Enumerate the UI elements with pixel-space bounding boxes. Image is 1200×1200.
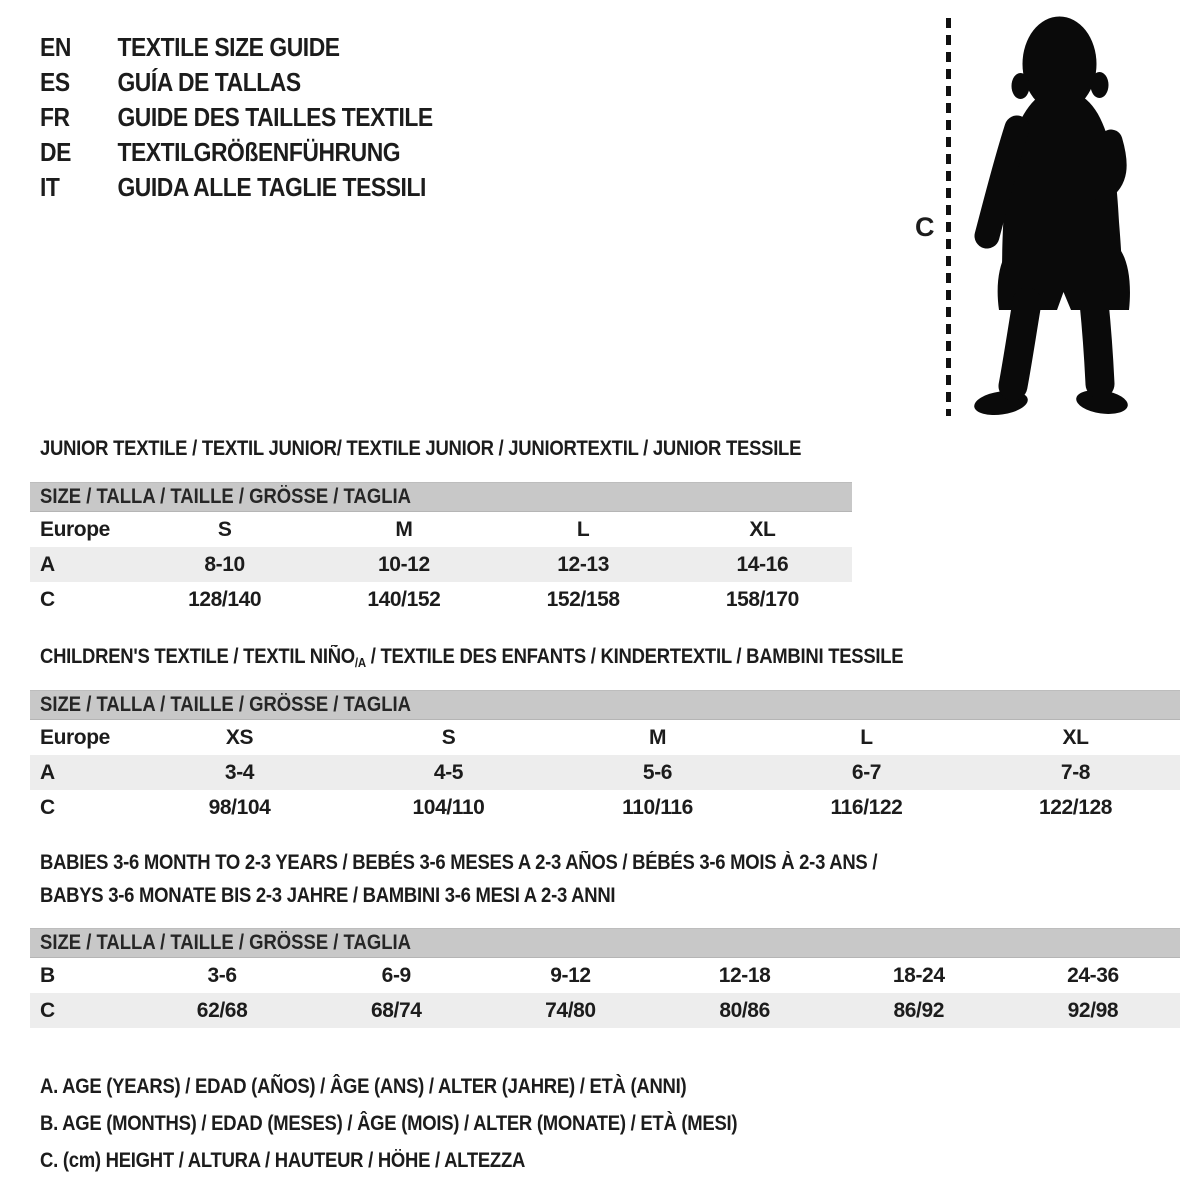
row-label: A xyxy=(40,760,55,784)
row-label: C xyxy=(40,998,55,1022)
age-cell: 6-9 xyxy=(381,963,411,987)
language-code: ES xyxy=(40,67,70,97)
legend-line-a: A. AGE (YEARS) / EDAD (AÑOS) / ÂGE (ANS) / ALTER (JAHRE) / ETÀ (ANNI) xyxy=(40,1074,687,1098)
table-row-height xyxy=(30,790,1180,825)
junior-size-table xyxy=(30,482,852,617)
age-cell: 3-6 xyxy=(207,963,237,987)
age-cell: 10-12 xyxy=(378,552,430,576)
height-cell: 110/116 xyxy=(622,795,693,819)
language-title-list xyxy=(40,30,486,205)
size-header-label: SIZE / TALLA / TAILLE / GRÖSSE / TAGLIA xyxy=(40,693,411,716)
height-cell: 128/140 xyxy=(188,587,262,611)
size-cell: M xyxy=(395,517,413,541)
size-header-bar xyxy=(30,690,1180,720)
row-label: Europe xyxy=(40,725,110,749)
language-code: DE xyxy=(40,137,71,167)
babies-size-table xyxy=(30,928,1180,1028)
babies-section-title: BABIES 3-6 MONTH TO 2-3 YEARS / BEBÉS 3-6 MESES A 2-3 AÑOS / BÉBÉS 3-6 MOIS À 2-3 ANS / BABYS 3-6 MONATE BIS 2-3 JAHRE / BAMBINI 3-6 MESI A 2-3 ANNI xyxy=(40,851,878,907)
height-cell: 122/128 xyxy=(1038,795,1113,819)
height-cell: 80/86 xyxy=(719,998,770,1022)
language-code: FR xyxy=(40,102,70,132)
age-cell: 18-24 xyxy=(892,963,945,987)
guide-title-fr: GUIDE DES TAILLES TEXTILE xyxy=(117,102,433,132)
height-cell: 86/92 xyxy=(893,998,945,1022)
table-row-age xyxy=(30,547,852,582)
guide-title-es: GUÍA DE TALLAS xyxy=(117,67,301,97)
table-row-europe xyxy=(30,720,1180,755)
language-code: IT xyxy=(40,172,60,202)
age-cell: 24-36 xyxy=(1067,963,1119,987)
language-row-fr xyxy=(40,100,486,135)
height-cell: 92/98 xyxy=(1067,998,1119,1022)
measurement-legend xyxy=(40,1068,832,1179)
age-cell: 14-16 xyxy=(736,552,789,576)
baby-silhouette xyxy=(962,12,1134,417)
junior-section-title: JUNIOR TEXTILE / TEXTIL JUNIOR/ TEXTILE JUNIOR / JUNIORTEXTIL / JUNIOR TESSILE xyxy=(40,437,802,460)
height-cell: 152/158 xyxy=(546,587,620,611)
size-cell: S xyxy=(217,517,232,541)
guide-title-it: GUIDA ALLE TAGLIE TESSILI xyxy=(117,172,426,202)
language-row-it xyxy=(40,170,486,205)
language-row-de xyxy=(40,135,486,170)
size-header-label: SIZE / TALLA / TAILLE / GRÖSSE / TAGLIA xyxy=(40,931,411,954)
age-cell: 9-12 xyxy=(550,963,591,987)
size-cell: XL xyxy=(749,517,776,541)
height-cell: 74/80 xyxy=(545,998,596,1022)
size-header-label: SIZE / TALLA / TAILLE / GRÖSSE / TAGLIA xyxy=(40,485,411,508)
height-cell: 68/74 xyxy=(370,998,422,1022)
age-cell: 8-10 xyxy=(204,552,245,576)
size-cell: L xyxy=(860,725,873,749)
table-row-europe xyxy=(30,512,852,547)
height-cell: 158/170 xyxy=(725,587,799,611)
table-row-height xyxy=(30,582,852,617)
table-row-age-months xyxy=(30,958,1180,993)
size-cell: XL xyxy=(1062,725,1089,749)
height-cell: 62/68 xyxy=(196,998,248,1022)
height-cell: 98/104 xyxy=(208,795,271,819)
height-cell: 116/122 xyxy=(830,795,903,819)
size-cell: XS xyxy=(225,725,254,749)
size-header-bar xyxy=(30,482,852,512)
age-cell: 12-18 xyxy=(718,963,771,987)
children-size-table xyxy=(30,690,1180,825)
row-label: A xyxy=(40,552,55,576)
language-code: EN xyxy=(40,32,71,62)
height-cell: 140/152 xyxy=(367,587,441,611)
age-cell: 7-8 xyxy=(1060,760,1091,784)
row-label: C xyxy=(40,795,55,819)
nino-a-subscript: /A xyxy=(354,655,366,670)
row-label: Europe xyxy=(40,517,110,541)
age-cell: 5-6 xyxy=(642,760,673,784)
language-row-en xyxy=(40,30,486,65)
table-row-height xyxy=(30,993,1180,1028)
row-label: C xyxy=(40,587,55,611)
age-cell: 3-4 xyxy=(224,760,255,784)
size-cell: S xyxy=(441,725,456,749)
size-cell: M xyxy=(648,725,667,749)
age-cell: 4-5 xyxy=(433,760,464,784)
table-row-age xyxy=(30,755,1180,790)
language-row-es xyxy=(40,65,486,100)
height-dashed-line xyxy=(946,18,951,416)
height-measure-label: C xyxy=(915,212,935,242)
size-header-bar xyxy=(30,928,1180,958)
legend-line-b: B. AGE (MONTHS) / EDAD (MESES) / ÂGE (MOIS) / ALTER (MONATE) / ETÀ (MESI) xyxy=(40,1111,738,1135)
guide-title-de: TEXTILGRÖßENFÜHRUNG xyxy=(117,137,401,167)
size-cell: L xyxy=(576,517,590,541)
height-cell: 104/110 xyxy=(412,795,485,819)
age-cell: 6-7 xyxy=(851,760,882,784)
row-label: B xyxy=(40,963,55,987)
children-section-title: CHILDREN'S TEXTILE / TEXTIL NIÑO/A / TEXTILE DES ENFANTS / KINDERTEXTIL / BAMBINI TESSILE xyxy=(40,645,904,670)
age-cell: 12-13 xyxy=(557,552,609,576)
guide-title-en: TEXTILE SIZE GUIDE xyxy=(117,32,340,62)
legend-line-c: C. (cm) HEIGHT / ALTURA / HAUTEUR / HÖHE / ALTEZZA xyxy=(40,1148,526,1172)
